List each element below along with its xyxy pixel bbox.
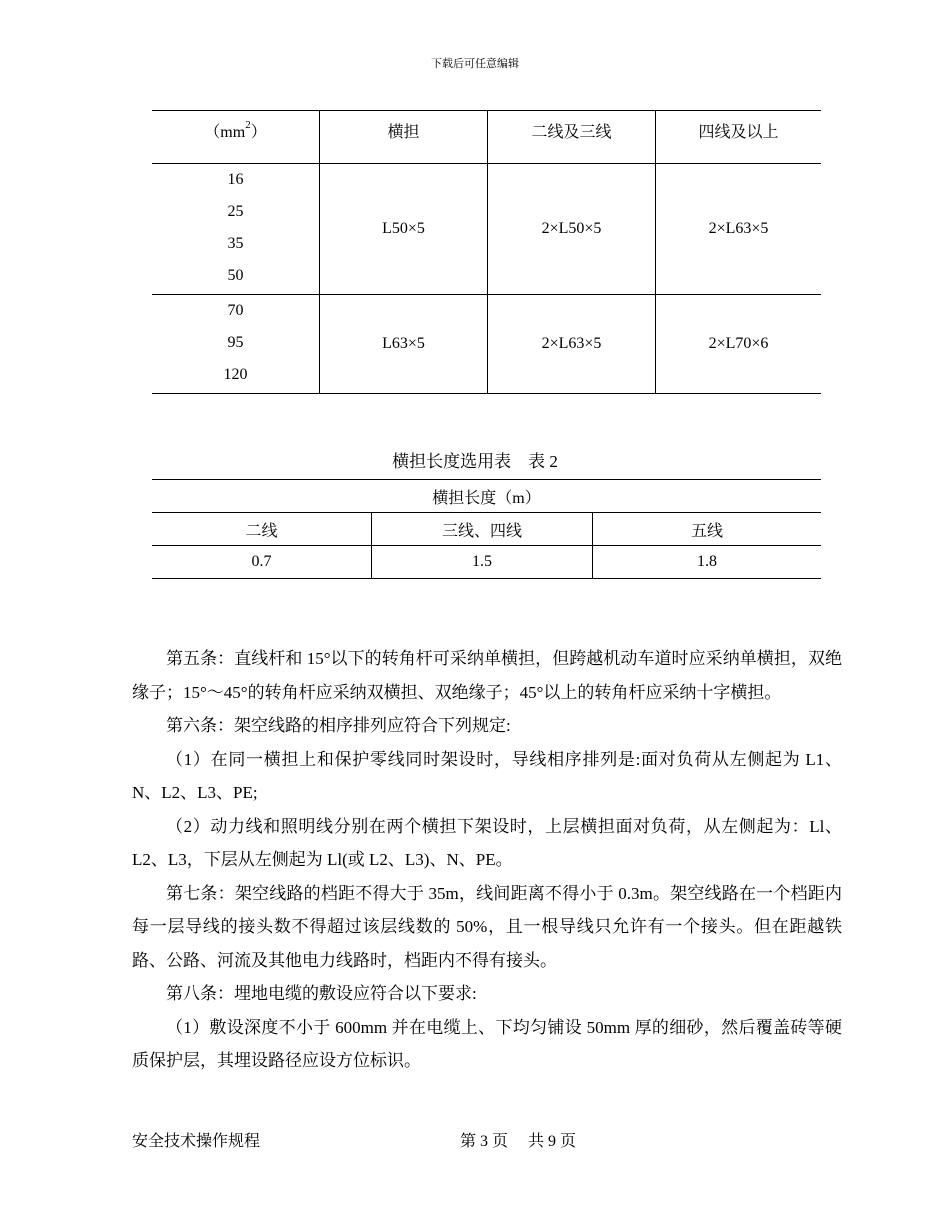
footer-page-info: 第 3 页 共 9 页 [460,1133,577,1150]
table-row [152,295,821,394]
crossarm-spec-table [152,110,821,394]
header-four-plus-wire: 四线及以上 [656,111,822,164]
four-plus-cell: 2×L63×5 [656,164,822,295]
table-row [152,164,821,295]
value-cell: 0.7 [152,546,372,579]
paragraph: 第七条：架空线路的档距不得大于 35m，线间距离不得小于 0.3m。架空线路在一个档距内每一层导线的接头数不得超过该层线数的 50%，且一根导线只允许有一个接头。但在距越铁路、公路、河流及其他电力线路时，档距内不得有接头。 [132,883,842,970]
crossarm-cell: L50×5 [320,164,488,295]
crossarm-cell: L63×5 [320,295,488,394]
paragraph: （1）敷设深度不小于 600mm 并在电缆上、下均匀铺设 50mm 厚的细砂，然后覆盖砖等硬质保护层，其埋设路径应设方位标识。 [132,1017,842,1070]
column-header: 五线 [593,513,822,546]
column-header: 二线 [152,513,372,546]
header-two-three-wire: 二线及三线 [488,111,656,164]
two-three-cell: 2×L50×5 [488,164,656,295]
two-three-cell: 2×L63×5 [488,295,656,394]
table-title-row [152,480,821,513]
paragraph: （2）动力线和照明线分别在两个横担下架设时，上层横担面对负荷，从左侧起为：Ll、L2、L3，下层从左侧起为 Ll(或 L2、L3)、N、PE。 [132,816,842,869]
header-cross-section: $(mm^2)$ [152,111,320,164]
footer-doc-title: 安全技术操作规程 [132,1133,261,1150]
table-row [152,546,821,579]
page-header-note: 下载后可任意编辑 [431,58,519,70]
column-header: 三线、四线 [372,513,593,546]
table2-caption: 横担长度选用表 表 2 [392,452,558,471]
four-plus-cell: 2×L70×6 [656,295,822,394]
table-header-row [152,111,821,164]
paragraph: 第五条：直线杆和 15°以下的转角杆可采纳单横担，但跨越机动车道时应采纳单横担，双绝缘子；15°～45°的转角杆应采纳双横担、双绝缘子；45°以上的转角杆应采纳十字横担。 [132,649,842,702]
header-crossarm: 横担 [320,111,488,164]
paragraph: （1）在同一横担上和保护零线同时架设时，导线相序排列是:面对负荷从左侧起为 L1、N、L2、L3、PE; [132,749,842,802]
crossarm-length-table [152,479,821,579]
table2-title: 横担长度（m） [152,480,821,513]
table-header-row [152,513,821,546]
value-cell: 1.8 [593,546,822,579]
value-cell: 1.5 [372,546,593,579]
size-cell: 70 95 120 [152,295,320,394]
body-text [132,642,842,1078]
paragraph: 第六条：架空线路的相序排列应符合下列规定: [166,716,511,735]
paragraph: 第八条：埋地电缆的敷设应符合以下要求: [166,984,477,1003]
size-cell: 16 25 35 50 [152,164,320,295]
